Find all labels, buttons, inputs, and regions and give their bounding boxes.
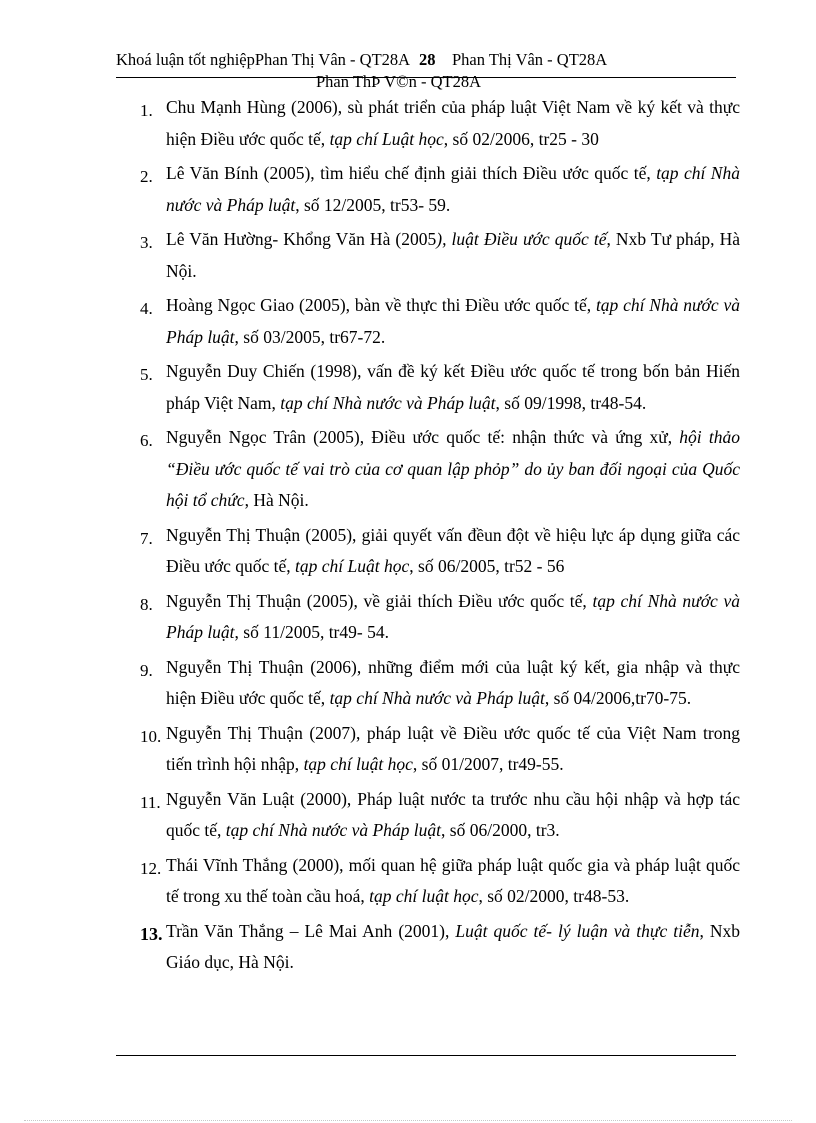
reference-text: Nguyễn Văn Luật (2000), Pháp luật nước ta trước nhu cầu hội nhập và hợp tác quốc tế, bbox=[166, 788, 740, 840]
page-number: 28 bbox=[419, 50, 436, 69]
reference-number: 13. bbox=[140, 923, 163, 944]
reference-item bbox=[140, 356, 740, 419]
reference-number: 5. bbox=[140, 365, 153, 384]
reference-number: 1. bbox=[140, 101, 153, 120]
reference-number: 8. bbox=[140, 594, 153, 614]
reference-number: 4. bbox=[140, 299, 153, 318]
reference-text: , số 02/2006, tr25 - 30 bbox=[443, 128, 599, 149]
reference-text: Lê Văn Bính (2005), tìm hiểu chế định giải thích Điều ước quốc tế, bbox=[166, 163, 657, 183]
reference-text: , số 06/2000, tr3. bbox=[441, 820, 560, 840]
reference-number: 6. bbox=[140, 431, 153, 450]
reference-text: Nguyễn Duy Chiến (1998), vấn đề ký kết Điều ước quốc tế trong bốn bản Hiến pháp Việt Nam, bbox=[166, 361, 740, 413]
reference-item bbox=[140, 718, 740, 781]
reference-item bbox=[140, 850, 740, 913]
reference-text: Lê Văn Hường- Khổng Văn Hà (2005 bbox=[166, 229, 437, 249]
reference-item bbox=[140, 652, 740, 715]
reference-text: Nguyễn Thị Thuận (2006), những điểm mới của luật ký kết, gia nhập và thực hiện Điều ước quốc tế, bbox=[166, 656, 740, 708]
reference-source: ), luật Điều ước quốc tế bbox=[436, 229, 607, 249]
reference-number: 10. bbox=[140, 726, 162, 746]
header-rule bbox=[116, 77, 736, 78]
reference-text: , số 06/2005, tr52 - 56 bbox=[409, 556, 565, 576]
reference-text: Nguyễn Thị Thuận (2005), giải quyết vấn đềun đột về hiệu lực áp dụng giữa các Điều ước quốc tế, bbox=[166, 524, 740, 576]
reference-text: , Nxb Tư pháp, Hà Nội. bbox=[166, 229, 741, 281]
reference-source: tạp chí Nhà nước và Pháp luật bbox=[166, 590, 740, 642]
reference-text: , số 03/2005, tr67-72. bbox=[234, 326, 386, 347]
reference-source: Luật quốc tế- lý luận và thực tiễn bbox=[455, 920, 700, 941]
reference-text: Thái Vĩnh Thắng (2000), mối quan hệ giữa pháp luật quốc gia và pháp luật quốc tế trong xu thế toàn cầu hoá, bbox=[166, 854, 740, 906]
page-edge-divider bbox=[24, 1120, 792, 1121]
reference-item bbox=[140, 586, 740, 649]
reference-text: , số 02/2000, tr48-53. bbox=[478, 886, 630, 906]
reference-text: Trần Văn Thắng – Lê Mai Anh (2001), bbox=[166, 920, 456, 941]
reference-text: , số 11/2005, tr49- 54. bbox=[234, 622, 389, 642]
reference-text: Hoàng Ngọc Giao (2005), bàn về thực thi Điều ước quốc tế, bbox=[166, 295, 596, 315]
reference-item bbox=[140, 784, 740, 847]
reference-source: tạp chí Nhà nước và Pháp luật bbox=[280, 392, 496, 413]
reference-source: hội thảo “Điều ước quốc tế vai trò của cơ quan lập phỏp” do ủy ban đối ngoại của Quốc hội tổ chức bbox=[166, 427, 740, 510]
reference-source: tạp chí Luật học bbox=[329, 128, 444, 149]
reference-text: Nguyễn Thị Thuận (2007), pháp luật về Điều ước quốc tế của Việt Nam trong tiến trình hội nhập, bbox=[166, 722, 740, 774]
reference-text: , Hà Nội. bbox=[244, 490, 309, 510]
reference-text: Nguyễn Thị Thuận (2005), về giải thích Điều ước quốc tế, bbox=[166, 590, 593, 611]
reference-text: , số 01/2007, tr49-55. bbox=[412, 754, 564, 774]
header-author: Phan Thị Vân - QT28A bbox=[452, 50, 608, 69]
reference-text: , số 09/1998, tr48-54. bbox=[495, 392, 647, 413]
reference-text: Chu Mạnh Hùng (2006), sù phát triển của pháp luật Việt Nam về ký kết và thực hiện Điều ước quốc tế, bbox=[166, 97, 740, 149]
reference-text: Nguyễn Ngọc Trân (2005), Điều ước quốc tế: nhận thức và ứng xử, bbox=[166, 427, 680, 447]
reference-number: 11. bbox=[140, 792, 161, 812]
reference-text: , số 04/2006,tr70-75. bbox=[544, 688, 692, 708]
reference-item bbox=[140, 158, 740, 221]
reference-source: tạp chí Nhà nước và Pháp luật bbox=[225, 820, 442, 840]
reference-text: , số 12/2005, tr53- 59. bbox=[295, 194, 451, 215]
reference-source: tạp chí Nhà nước và Pháp luật bbox=[166, 163, 740, 215]
header-title: Khoá luận tốt nghiệpPhan Thị Vân - QT28A bbox=[116, 50, 411, 69]
reference-number: 7. bbox=[140, 528, 153, 548]
reference-list bbox=[140, 92, 740, 982]
reference-item bbox=[140, 520, 740, 583]
footer-rule bbox=[116, 1055, 736, 1056]
reference-item bbox=[140, 422, 740, 517]
reference-item bbox=[140, 224, 740, 287]
reference-source: tạp chí luật học bbox=[303, 754, 413, 774]
reference-source: tạp chí Nhà nước và Pháp luật bbox=[166, 295, 740, 347]
reference-text: , Nxb Giáo dục, Hà Nội. bbox=[166, 920, 741, 972]
reference-number: 3. bbox=[140, 233, 153, 252]
reference-number: 12. bbox=[140, 858, 162, 878]
reference-source: tạp chí luật học bbox=[369, 886, 479, 906]
reference-item bbox=[140, 916, 740, 979]
reference-source: tạp chí Nhà nước và Pháp luật bbox=[329, 688, 545, 708]
reference-source: tạp chí Luật học bbox=[295, 556, 410, 576]
reference-number: 2. bbox=[140, 167, 153, 186]
header-subtitle: Phan ThÞ V©n - QT28A bbox=[316, 72, 482, 91]
reference-number: 9. bbox=[140, 660, 153, 680]
reference-item bbox=[140, 92, 740, 155]
reference-item bbox=[140, 290, 740, 353]
